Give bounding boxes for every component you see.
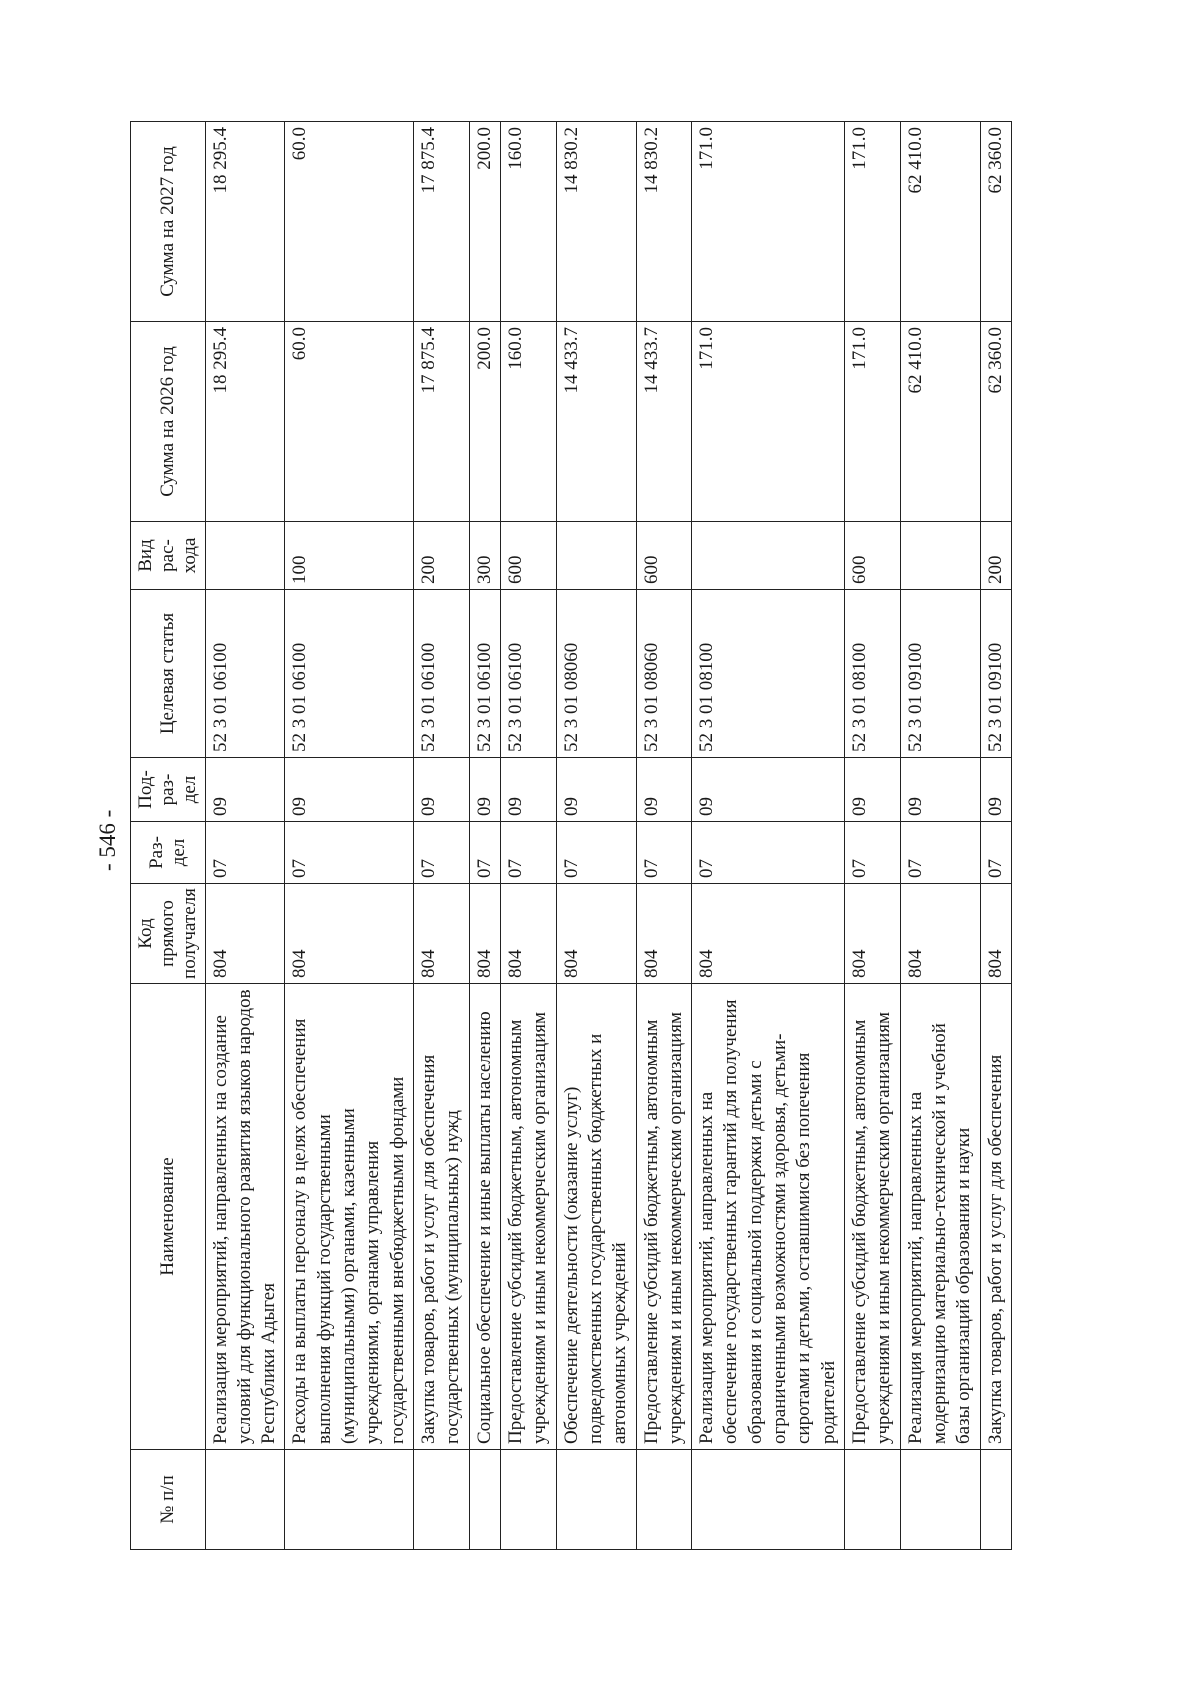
cell-sum-2027: 171.0 xyxy=(845,122,901,322)
cell-razdel: 07 xyxy=(556,822,636,884)
cell-razdel: 07 xyxy=(285,822,414,884)
cell-sum-2027: 14 830.2 xyxy=(636,122,692,322)
cell-target: 52 3 01 09100 xyxy=(980,590,1011,758)
cell-target: 52 3 01 06100 xyxy=(500,590,556,758)
cell-no xyxy=(285,1450,414,1550)
header-target: Целевая статья xyxy=(131,590,206,758)
cell-name: Обеспечение деятельности (оказание услуг) подведомственных государственных бюджетных и автономных учреждений xyxy=(556,984,636,1450)
cell-name: Социальное обеспечение и иные выплаты населению xyxy=(469,984,500,1450)
cell-razdel: 07 xyxy=(414,822,470,884)
header-expense-type: Вид рас-хода xyxy=(131,522,206,590)
cell-no xyxy=(469,1450,500,1550)
cell-target: 52 3 01 08100 xyxy=(692,590,845,758)
cell-expense-type: 200 xyxy=(414,522,470,590)
cell-podrazdel: 09 xyxy=(414,758,470,822)
cell-expense-type xyxy=(900,522,980,590)
cell-razdel: 07 xyxy=(980,822,1011,884)
cell-sum-2027: 17 875.4 xyxy=(414,122,470,322)
cell-podrazdel: 09 xyxy=(845,758,901,822)
cell-name: Реализация мероприятий, направленных на обеспечение государственных гарантий для получения образования и социальной поддержки детьми с ограниченными возможностями здоровья, детьми-сиротами и детьми, оставшимися без попечения родителей xyxy=(692,984,845,1450)
cell-target: 52 3 01 08060 xyxy=(636,590,692,758)
cell-razdel: 07 xyxy=(500,822,556,884)
table-row xyxy=(636,122,692,1550)
header-razdel: Раз-дел xyxy=(131,822,206,884)
cell-podrazdel: 09 xyxy=(980,758,1011,822)
cell-recipient-code: 804 xyxy=(556,884,636,984)
cell-expense-type xyxy=(556,522,636,590)
cell-recipient-code: 804 xyxy=(636,884,692,984)
header-sum-2027: Сумма на 2027 год xyxy=(131,122,206,322)
cell-no xyxy=(900,1450,980,1550)
cell-recipient-code: 804 xyxy=(692,884,845,984)
cell-podrazdel: 09 xyxy=(285,758,414,822)
cell-no xyxy=(692,1450,845,1550)
table-row xyxy=(692,122,845,1550)
cell-recipient-code: 804 xyxy=(980,884,1011,984)
cell-sum-2027: 18 295.4 xyxy=(205,122,285,322)
table-body xyxy=(205,122,1011,1550)
table-row xyxy=(980,122,1011,1550)
table-row xyxy=(556,122,636,1550)
table-row xyxy=(845,122,901,1550)
cell-sum-2027: 200.0 xyxy=(469,122,500,322)
cell-sum-2027: 160.0 xyxy=(500,122,556,322)
cell-no xyxy=(980,1450,1011,1550)
cell-sum-2026: 60.0 xyxy=(285,322,414,522)
table-row xyxy=(205,122,285,1550)
cell-recipient-code: 804 xyxy=(845,884,901,984)
table-row xyxy=(469,122,500,1550)
cell-sum-2026: 62 360.0 xyxy=(980,322,1011,522)
cell-razdel: 07 xyxy=(900,822,980,884)
table-row xyxy=(285,122,414,1550)
cell-sum-2026: 171.0 xyxy=(692,322,845,522)
cell-podrazdel: 09 xyxy=(636,758,692,822)
cell-razdel: 07 xyxy=(636,822,692,884)
header-sum-2026: Сумма на 2026 год xyxy=(131,322,206,522)
cell-sum-2027: 171.0 xyxy=(692,122,845,322)
cell-razdel: 07 xyxy=(845,822,901,884)
budget-table xyxy=(130,121,1012,1550)
header-recipient-code: Код прямого получателя xyxy=(131,884,206,984)
cell-target: 52 3 01 06100 xyxy=(469,590,500,758)
cell-expense-type xyxy=(692,522,845,590)
cell-target: 52 3 01 08100 xyxy=(845,590,901,758)
cell-recipient-code: 804 xyxy=(205,884,285,984)
cell-name: Предоставление субсидий бюджетным, автономным учреждениям и иным некоммерческим организациям xyxy=(636,984,692,1450)
cell-sum-2026: 14 433.7 xyxy=(556,322,636,522)
cell-expense-type: 600 xyxy=(636,522,692,590)
budget-table-rotated xyxy=(130,122,1006,1550)
cell-sum-2026: 18 295.4 xyxy=(205,322,285,522)
cell-name: Закупка товаров, работ и услуг для обеспечения xyxy=(980,984,1011,1450)
cell-recipient-code: 804 xyxy=(900,884,980,984)
cell-sum-2026: 200.0 xyxy=(469,322,500,522)
budget-table-container xyxy=(130,122,1006,1550)
cell-recipient-code: 804 xyxy=(500,884,556,984)
cell-recipient-code: 804 xyxy=(285,884,414,984)
cell-sum-2026: 17 875.4 xyxy=(414,322,470,522)
cell-sum-2026: 160.0 xyxy=(500,322,556,522)
header-podrazdel: Под-раз-дел xyxy=(131,758,206,822)
cell-name: Закупка товаров, работ и услуг для обеспечения государственных (муниципальных) нужд xyxy=(414,984,470,1450)
cell-recipient-code: 804 xyxy=(414,884,470,984)
table-row xyxy=(414,122,470,1550)
cell-no xyxy=(556,1450,636,1550)
cell-sum-2027: 60.0 xyxy=(285,122,414,322)
cell-podrazdel: 09 xyxy=(900,758,980,822)
cell-sum-2026: 171.0 xyxy=(845,322,901,522)
cell-podrazdel: 09 xyxy=(500,758,556,822)
cell-name: Реализация мероприятий, направленных на модернизацию материально-технической и учебной базы организаций образования и науки xyxy=(900,984,980,1450)
table-row xyxy=(900,122,980,1550)
cell-sum-2027: 14 830.2 xyxy=(556,122,636,322)
cell-razdel: 07 xyxy=(469,822,500,884)
cell-podrazdel: 09 xyxy=(556,758,636,822)
cell-target: 52 3 01 06100 xyxy=(414,590,470,758)
cell-no xyxy=(205,1450,285,1550)
cell-target: 52 3 01 08060 xyxy=(556,590,636,758)
cell-no xyxy=(845,1450,901,1550)
cell-podrazdel: 09 xyxy=(205,758,285,822)
cell-sum-2027: 62 410.0 xyxy=(900,122,980,322)
cell-name: Расходы на выплаты персоналу в целях обеспечения выполнения функций государственными (муниципальными) органами, казенными учреждениями, органами управления государственными внебюджетными фондами xyxy=(285,984,414,1450)
table-header-row xyxy=(131,122,206,1550)
cell-target: 52 3 01 06100 xyxy=(285,590,414,758)
cell-expense-type: 600 xyxy=(845,522,901,590)
cell-podrazdel: 09 xyxy=(469,758,500,822)
cell-expense-type: 200 xyxy=(980,522,1011,590)
cell-recipient-code: 804 xyxy=(469,884,500,984)
cell-razdel: 07 xyxy=(205,822,285,884)
cell-name: Предоставление субсидий бюджетным, автономным учреждениям и иным некоммерческим организациям xyxy=(845,984,901,1450)
cell-expense-type xyxy=(205,522,285,590)
cell-sum-2026: 14 433.7 xyxy=(636,322,692,522)
cell-expense-type: 600 xyxy=(500,522,556,590)
cell-expense-type: 300 xyxy=(469,522,500,590)
header-no: № п/п xyxy=(131,1450,206,1550)
cell-no xyxy=(500,1450,556,1550)
cell-target: 52 3 01 06100 xyxy=(205,590,285,758)
page-number: - 546 - xyxy=(95,809,120,871)
cell-podrazdel: 09 xyxy=(692,758,845,822)
header-name: Наименование xyxy=(131,984,206,1450)
cell-sum-2027: 62 360.0 xyxy=(980,122,1011,322)
cell-razdel: 07 xyxy=(692,822,845,884)
cell-sum-2026: 62 410.0 xyxy=(900,322,980,522)
cell-no xyxy=(636,1450,692,1550)
cell-name: Предоставление субсидий бюджетным, автономным учреждениям и иным некоммерческим организациям xyxy=(500,984,556,1450)
cell-expense-type: 100 xyxy=(285,522,414,590)
cell-target: 52 3 01 09100 xyxy=(900,590,980,758)
cell-no xyxy=(414,1450,470,1550)
table-row xyxy=(500,122,556,1550)
cell-name: Реализация мероприятий, направленных на создание условий для функционального развития языков народов Республики Адыгея xyxy=(205,984,285,1450)
